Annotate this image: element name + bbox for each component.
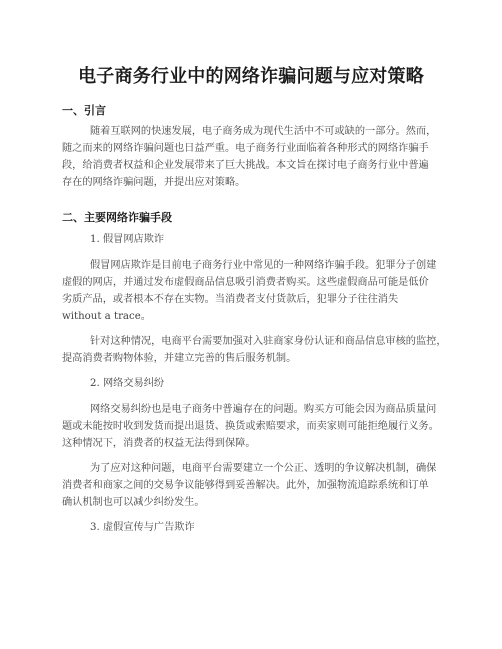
section-heading-scams: 二、主要网络诈骗手段 [62, 211, 172, 224]
section-heading-intro: 一、引言 [62, 104, 106, 117]
disputes-remedy-line-3: 确认机制也可以减少纠纷发生。 [62, 497, 205, 508]
disputes-line-1: 网络交易纠纷也是电子商务中普遍存在的问题。购买方可能会因为商品质量问 [90, 404, 437, 415]
intro-line-3: 段，给消费者权益和企业发展带来了巨大挑战。本文旨在探讨电子商务行业中普遍 [62, 160, 429, 171]
subheading-disputes: 2. 网络交易纠纷 [90, 378, 165, 389]
subheading-fake-store: 1. 假冒网店欺诈 [90, 234, 165, 245]
fake-store-line-1: 假冒网店欺诈是目前电子商务行业中常见的一种网络诈骗手段。犯罪分子创建 [90, 260, 437, 271]
intro-line-1: 随着互联网的快速发展，电子商务成为现代生活中不可或缺的一部分。然而， [90, 126, 437, 137]
fake-store-line-2: 虚假的网店，并通过发布虚假商品信息吸引消费者购买。这些虚假商品可能是低价 [62, 277, 429, 288]
intro-line-4: 存在的网络诈骗问题，并提出应对策略。 [62, 177, 246, 188]
fake-store-line-3: 劣质产品，或者根本不存在实物。当消费者支付货款后，犯罪分子往往消失 [62, 294, 399, 305]
disputes-line-3: 这种情况下，消费者的权益无法得到保障。 [62, 438, 256, 449]
fake-store-remedy-line-1: 针对这种情况，电商平台需要加强对入驻商家身份认证和商品信息审核的监控， [90, 336, 447, 347]
disputes-line-2: 题或未能按时收到发货而提出退货、换货或索赔要求，而卖家则可能拒绝履行义务。 [62, 421, 439, 432]
document-title: 电子商务行业中的网络诈骗问题与应对策略 [78, 66, 424, 87]
disputes-remedy-line-2: 消费者和商家之间的交易争议能够得到妥善解决。此外，加强物流追踪系统和订单 [62, 480, 429, 491]
disputes-remedy-line-1: 为了应对这种问题，电商平台需要建立一个公正、透明的争议解决机制，确保 [90, 463, 437, 474]
subheading-false-ads: 3. 虚假宣传与广告欺诈 [90, 522, 195, 533]
fake-store-remedy-line-2: 提高消费者购物体验，并建立完善的售后服务机制。 [62, 353, 297, 364]
intro-line-2: 随之而来的网络诈骗问题也日益严重。电子商务行业面临着各种形式的网络诈骗手 [62, 143, 429, 154]
fake-store-line-4: without a trace。 [62, 311, 151, 322]
